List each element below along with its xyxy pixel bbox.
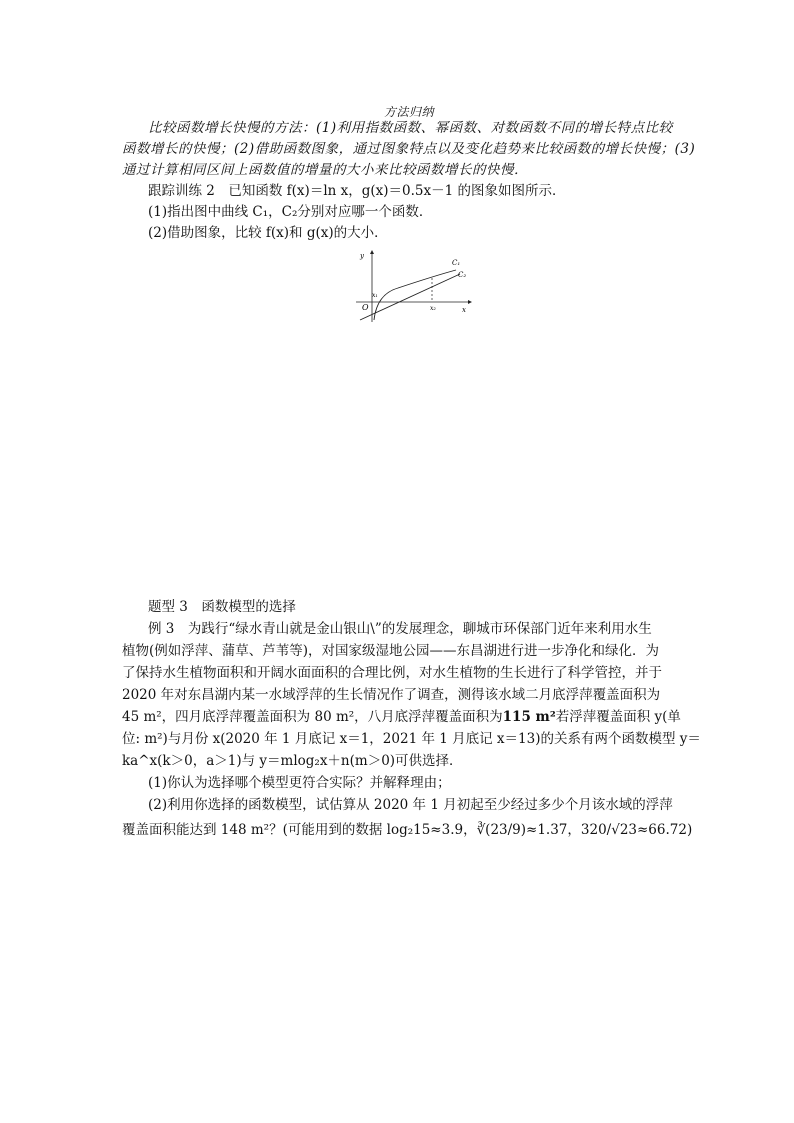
function-graph	[352, 248, 474, 324]
c2-label: C₂	[458, 271, 467, 279]
x1-label: x₁	[372, 292, 378, 299]
method-line-2: 函数增长的快慢；(2)借助函数图象，通过图象特点以及变化趋势来比较函数的增长快慢；(3)	[122, 141, 696, 157]
example-3-line-1: 例 3 为践行“绿水青山就是金山银山\”的发展理念，聊城市环保部门近年来利用水生	[148, 621, 652, 637]
exercise-2-q2: (2)借助图象，比较 f(x)和 g(x)的大小．	[148, 225, 388, 241]
type-3-title: 题型 3 函数模型的选择	[148, 599, 296, 615]
x-axis-label: x	[462, 306, 466, 314]
x2-label: x₂	[430, 305, 436, 312]
y-axis-label: y	[360, 252, 364, 260]
example-3-line-5	[122, 707, 681, 727]
method-line-1: 比较函数增长快慢的方法：(1)利用指数函数、幂函数、对数函数不同的增长特点比较	[148, 120, 673, 136]
c1-label: C₁	[452, 259, 461, 267]
example-3-line-7: ka^x(k＞0，a＞1)与 y＝mlog₂x＋n(m＞0)可供选择．	[122, 753, 463, 769]
method-heading: 方法归纳	[384, 105, 435, 119]
example-3-line-4: 2020 年对东昌湖内某一水域浮萍的生长情况作了调查，测得该水域二月底浮萍覆盖面积为	[122, 687, 661, 703]
example-3-q2: (2)利用你选择的函数模型，试估算从 2020 年 1 月初起至少经过多少个月该水域的浮萍	[148, 797, 673, 813]
example-3-q1: (1)你认为选择哪个模型更符合实际？并解释理由；	[148, 775, 451, 791]
method-line-3: 通过计算相同区间上函数值的增量的大小来比较函数增长的快慢．	[122, 162, 528, 178]
example-3-line-3: 了保持水生植物面积和开阔水面面积的合理比例，对水生植物的生长进行了科学管控，并于	[122, 665, 662, 681]
example-3-line-2: 植物(例如浮萍、蒲草、芦苇等)，对国家级湿地公园——东昌湖进行进一步净化和绿化．为	[122, 643, 660, 659]
exercise-2-title: 跟踪训练 2 已知函数 f(x)＝ln x，g(x)＝0.5x－1 的图象如图所示．	[148, 183, 566, 199]
exercise-2-q1: (1)指出图中曲线 C₁，C₂分别对应哪一个函数．	[148, 204, 433, 220]
example-3-line-5-tail: 若浮萍覆盖面积 y(单	[555, 709, 681, 725]
example-3-line-6: 位: m²)与月份 x(2020 年 1 月底记 x＝1，2021 年 1 月底记 x＝13)的关系有两个函数模型 y＝	[122, 731, 701, 747]
bold-value: 115 m²	[502, 709, 556, 725]
example-3-line-5-head: 45 m²，四月底浮萍覆盖面积为 80 m²，八月底浮萍覆盖面积为	[122, 709, 503, 725]
origin-label: O	[362, 303, 369, 312]
example-3-q2b: 覆盖面积能达到 148 m²？(可能用到的数据 log₂15≈3.9，∛(23/9)≈1.37，320/√23≈66.72)	[122, 822, 693, 838]
